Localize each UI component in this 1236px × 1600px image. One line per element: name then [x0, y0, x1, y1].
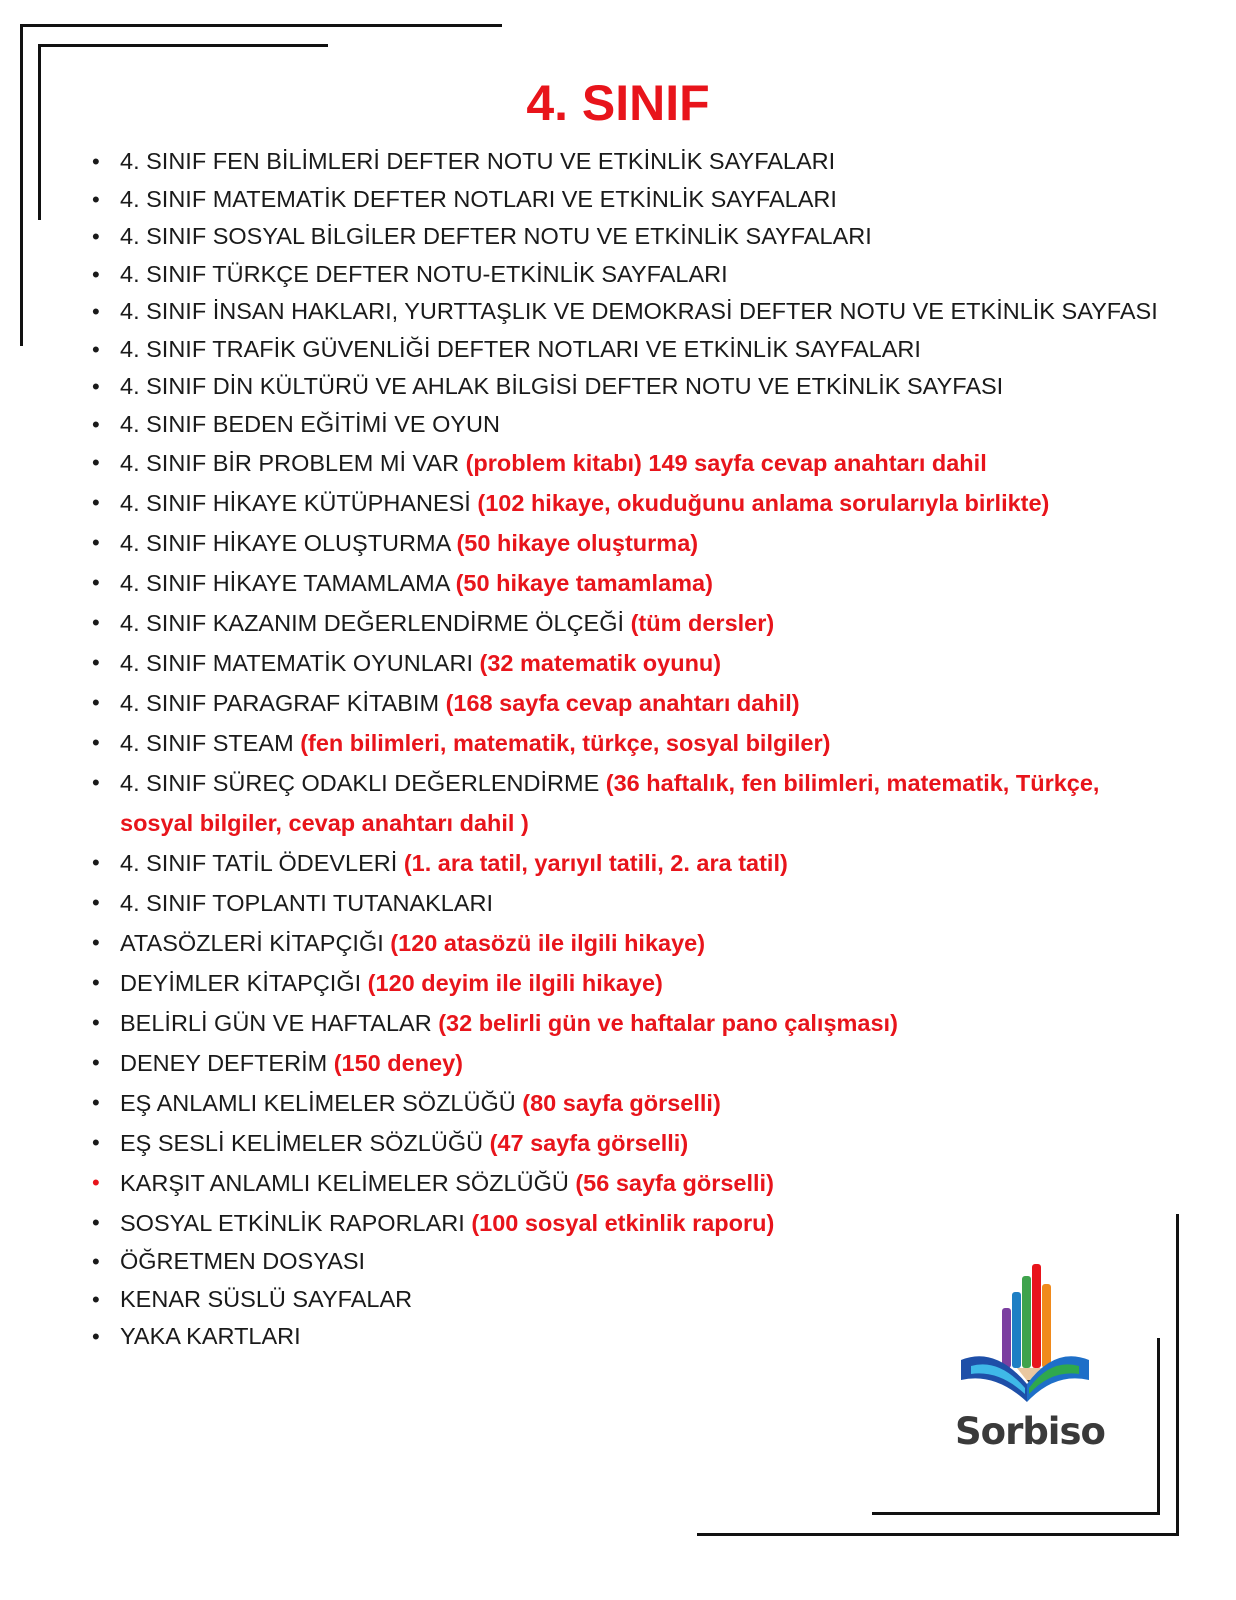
list-item: [92, 368, 1162, 406]
frame-right-inner: [1157, 1338, 1160, 1514]
bullet-icon: •: [92, 690, 100, 715]
list-item: [92, 483, 1162, 523]
item-label: 4. SINIF DİN KÜLTÜRÜ VE AHLAK BİLGİSİ DEFTER NOTU VE ETKİNLİK SAYFASI: [120, 373, 1004, 399]
bullet-icon: •: [92, 299, 100, 324]
book-pencil-icon: [955, 1262, 1095, 1412]
product-list: [92, 143, 1162, 1356]
list-item: [92, 563, 1162, 603]
item-label: 4. SINIF KAZANIM DEĞERLENDİRME ÖLÇEĞİ: [120, 610, 631, 636]
list-item: [92, 523, 1162, 563]
list-item: [92, 181, 1162, 219]
bullet-icon: •: [92, 186, 100, 212]
bullet-icon: •: [92, 1249, 100, 1274]
item-label: DEYİMLER KİTAPÇIĞI: [120, 970, 368, 996]
item-label: KARŞIT ANLAMLI KELİMELER SÖZLÜĞÜ: [120, 1170, 576, 1196]
item-note: (120 deyim ile ilgili hikaye): [367, 970, 663, 996]
item-note: (50 hikaye oluşturma): [456, 530, 699, 556]
item-label: 4. SINIF PARAGRAF KİTABIM: [120, 690, 446, 716]
list-item: [92, 1163, 1162, 1203]
item-label: 4. SINIF HİKAYE OLUŞTURMA: [120, 530, 457, 556]
frame-right-outer: [1176, 1214, 1179, 1536]
bullet-icon: •: [92, 261, 100, 287]
bullet-icon: •: [92, 1324, 100, 1349]
item-label: 4. SINIF SOSYAL BİLGİLER DEFTER NOTU VE ETKİNLİK SAYFALARI: [120, 223, 872, 249]
logo-text: Sorbiso: [955, 1410, 1105, 1453]
item-note: (80 sayfa görselli): [522, 1090, 721, 1116]
item-label: 4. SINIF STEAM: [120, 730, 301, 756]
list-item: [92, 331, 1162, 369]
item-note: (56 sayfa görselli): [575, 1170, 774, 1196]
list-item: [92, 143, 1162, 181]
frame-top-outer: [20, 24, 502, 27]
bullet-icon: •: [92, 610, 100, 635]
list-item: [92, 1123, 1162, 1163]
item-label: 4. SINIF BİR PROBLEM Mİ VAR: [120, 450, 466, 476]
item-label: 4. SINIF MATEMATİK DEFTER NOTLARI VE ETKİNLİK SAYFALARI: [120, 185, 837, 212]
item-note: (47 sayfa görselli): [489, 1130, 689, 1156]
list-item: [92, 1043, 1162, 1083]
bullet-icon: •: [92, 490, 100, 515]
list-item: [92, 406, 1162, 444]
bullet-icon: •: [92, 770, 100, 795]
item-label: ATASÖZLERİ KİTAPÇIĞI: [120, 930, 391, 956]
bullet-icon: •: [92, 970, 100, 995]
bullet-icon: •: [92, 1050, 100, 1075]
frame-bottom-inner: [872, 1512, 1160, 1515]
bullet-icon: •: [92, 149, 100, 174]
bullet-icon: •: [92, 890, 100, 915]
item-note: (102 hikaye, okuduğunu anlama sorularıyla birlikte): [477, 490, 1050, 516]
item-label: DENEY DEFTERİM: [120, 1050, 334, 1076]
item-label: BELİRLİ GÜN VE HAFTALAR: [120, 1010, 439, 1036]
list-item: [92, 1003, 1162, 1043]
item-label: ÖĞRETMEN DOSYASI: [120, 1248, 366, 1274]
item-label: 4. SINIF MATEMATİK OYUNLARI: [120, 650, 480, 676]
item-label: 4. SINIF TÜRKÇE DEFTER NOTU-ETKİNLİK SAYFALARI: [120, 260, 728, 287]
item-label: 4. SINIF FEN BİLİMLERİ DEFTER NOTU VE ETKİNLİK SAYFALARI: [120, 148, 836, 174]
sorbiso-logo: [955, 1262, 1105, 1462]
item-note: (168 sayfa cevap anahtarı dahil): [445, 690, 800, 716]
list-item: [92, 883, 1162, 923]
list-item: [92, 683, 1162, 723]
page-title: 4. SINIF: [526, 75, 710, 131]
list-item: [92, 443, 1162, 483]
list-item: [92, 293, 1162, 331]
item-label: 4. SINIF HİKAYE TAMAMLAMA: [120, 570, 456, 596]
list-item: [92, 923, 1162, 963]
list-item: [92, 1083, 1162, 1123]
item-label: 4. SINIF SÜREÇ ODAKLI DEĞERLENDİRME: [120, 770, 606, 796]
frame-top-inner: [38, 44, 328, 47]
list-item: [92, 843, 1162, 883]
item-label: 4. SINIF TRAFİK GÜVENLİĞİ DEFTER NOTLARI VE ETKİNLİK SAYFALARI: [120, 335, 921, 362]
bullet-icon: •: [92, 336, 100, 362]
list-item: [92, 763, 1162, 843]
item-note: (fen bilimleri, matematik, türkçe, sosyal bilgiler): [300, 730, 831, 756]
bullet-icon: •: [92, 850, 100, 875]
item-label: 4. SINIF TOPLANTI TUTANAKLARI: [120, 890, 494, 916]
list-item: [92, 963, 1162, 1003]
item-note: (150 deney): [333, 1050, 464, 1076]
list-item: [92, 256, 1162, 294]
item-note: (36 haftalık, fen bilimleri, matematik, Türkçe, sosyal bilgiler, cevap anahtarı dahil ): [120, 770, 1100, 836]
frame-bottom-outer: [697, 1533, 1179, 1536]
item-note: (120 atasözü ile ilgili hikaye): [390, 930, 706, 956]
item-note: (32 belirli gün ve haftalar pano çalışması): [438, 1010, 898, 1036]
item-note: (100 sosyal etkinlik raporu): [471, 1210, 775, 1236]
bullet-icon: •: [92, 224, 100, 249]
item-label: YAKA KARTLARI: [120, 1323, 301, 1349]
item-label: 4. SINIF BEDEN EĞİTİMİ VE OYUN: [120, 410, 500, 437]
list-item: [92, 218, 1162, 256]
bullet-icon: •: [92, 650, 100, 675]
bullet-icon: •: [92, 1210, 100, 1235]
list-item: [92, 1203, 1162, 1243]
bullet-icon: •: [92, 1010, 100, 1035]
bullet-icon: •: [92, 450, 100, 475]
item-note: (problem kitabı) 149 sayfa cevap anahtarı dahil: [465, 450, 987, 476]
bullet-icon: •: [92, 730, 100, 755]
item-label: 4. SINIF HİKAYE KÜTÜPHANESİ: [120, 490, 478, 516]
item-label: 4. SINIF İNSAN HAKLARI, YURTTAŞLIK VE DEMOKRASİ DEFTER NOTU VE ETKİNLİK SAYFASI: [120, 298, 1158, 324]
item-note: (1. ara tatil, yarıyıl tatili, 2. ara tatil): [403, 850, 788, 876]
bullet-icon: •: [92, 1130, 100, 1155]
item-note: (50 hikaye tamamlama): [455, 570, 713, 596]
item-label: 4. SINIF TATİL ÖDEVLERİ: [120, 850, 404, 876]
list-item: [92, 603, 1162, 643]
list-item: [92, 723, 1162, 763]
bullet-icon: •: [92, 930, 100, 955]
bullet-icon: •: [92, 411, 100, 437]
bullet-icon: •: [92, 1090, 100, 1115]
item-label: EŞ ANLAMLI KELİMELER SÖZLÜĞÜ: [120, 1090, 523, 1116]
item-label: KENAR SÜSLÜ SAYFALAR: [120, 1285, 413, 1312]
item-label: EŞ SESLİ KELİMELER SÖZLÜĞÜ: [120, 1130, 490, 1156]
bullet-icon: •: [92, 1286, 100, 1312]
bullet-icon: •: [92, 570, 100, 595]
item-note: (32 matematik oyunu): [479, 650, 722, 676]
item-note: (tüm dersler): [630, 610, 775, 636]
bullet-icon: •: [92, 530, 100, 555]
item-label: SOSYAL ETKİNLİK RAPORLARI: [120, 1210, 472, 1236]
bullet-icon: •: [92, 1170, 100, 1195]
bullet-icon: •: [92, 374, 100, 399]
list-item: [92, 643, 1162, 683]
